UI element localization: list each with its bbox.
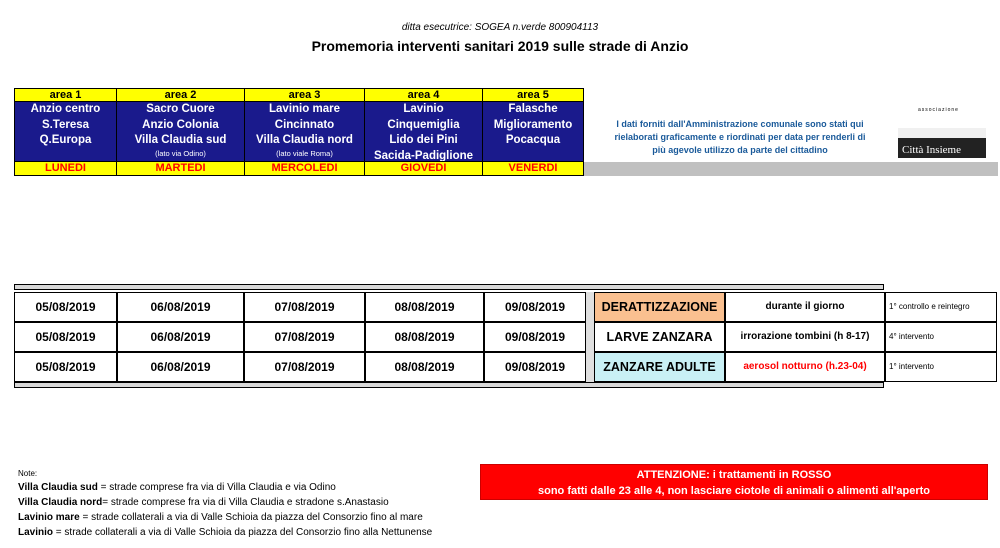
schedule-date: 08/08/2019: [365, 352, 484, 382]
note-term: Lavinio mare: [18, 512, 80, 523]
area-places: [15, 102, 116, 163]
area-column: [482, 88, 584, 176]
logo-text: Città Insieme: [902, 144, 961, 156]
info-text: [590, 118, 890, 157]
schedule-date: 05/08/2019: [14, 292, 117, 322]
notes-list: [18, 480, 432, 540]
area-name: area 4: [365, 89, 482, 102]
area-name: area 5: [483, 89, 583, 102]
area-places: [483, 102, 583, 163]
area-column: [14, 88, 117, 176]
area-day: VENERDI: [483, 161, 583, 175]
area-note: (lato via Odino): [155, 148, 206, 158]
area-name: area 2: [117, 89, 244, 102]
area-place: Lavinio mare: [269, 103, 340, 115]
schedule-date: 07/08/2019: [244, 292, 365, 322]
page-title: Promemoria interventi sanitari 2019 sulle strade di Anzio: [311, 38, 689, 54]
area-place: Falasche: [508, 103, 558, 115]
area-place: Cincinnato: [274, 118, 335, 131]
area-column: [364, 88, 483, 176]
alert-line-2: sono fatti dalle 23 alle 4, non lasciare ciotole di animali o alimenti all'aperto: [537, 485, 930, 497]
schedule-date: 05/08/2019: [14, 322, 117, 352]
area-day: LUNEDI: [15, 161, 116, 175]
logo-skyline: [898, 128, 986, 138]
note-text: = strade comprese fra via di Villa Claudia e via Odino: [97, 482, 336, 493]
intervention-note: 1° controllo e reintegro: [885, 292, 997, 322]
note-item: [18, 510, 432, 525]
area-column: [244, 88, 365, 176]
logo-caption: associazione: [918, 107, 959, 113]
schedule-date: 06/08/2019: [117, 292, 244, 322]
area-place: Villa Claudia sud: [134, 134, 227, 146]
treatment-timing: irrorazione tombini (h 8-17): [725, 322, 885, 352]
schedule-top-bar: [14, 284, 884, 290]
schedule-spacer: [586, 352, 594, 382]
area-day: MERCOLEDI: [245, 161, 364, 175]
area-column: [116, 88, 245, 176]
schedule-date: 09/08/2019: [484, 292, 586, 322]
area-place: Sacro Cuore: [146, 103, 215, 115]
note-item: [18, 495, 432, 510]
area-place: Lido dei Pini: [389, 134, 458, 146]
citta-insieme-logo: [898, 128, 986, 158]
schedule-date: 07/08/2019: [244, 322, 365, 352]
area-place: Sacida-Padiglione: [373, 149, 474, 162]
schedule-date: 09/08/2019: [484, 352, 586, 382]
area-places: [117, 102, 244, 163]
intervention-note: 4° intervento: [885, 322, 997, 352]
note-term: Villa Claudia sud: [18, 482, 98, 493]
schedule-date: 06/08/2019: [117, 352, 244, 382]
notes: [18, 468, 432, 540]
schedule-date: 05/08/2019: [14, 352, 117, 382]
intervention-note: 1° intervento: [885, 352, 997, 382]
schedule-date: 08/08/2019: [365, 292, 484, 322]
schedule-date: 08/08/2019: [365, 322, 484, 352]
info-line: rielaborati graficamente e riordinati per data per renderli di: [614, 132, 866, 142]
area-day: MARTEDI: [117, 161, 244, 175]
schedule-date: 09/08/2019: [484, 322, 586, 352]
treatment-timing: durante il giorno: [725, 292, 885, 322]
notes-heading: Note:: [18, 469, 38, 478]
treatment-timing: aerosol notturno (h.23-04): [725, 352, 885, 382]
schedule-date: 06/08/2019: [117, 322, 244, 352]
note-term: Villa Claudia nord: [18, 497, 103, 508]
area-place: Anzio centro: [30, 103, 101, 115]
note-item: [18, 480, 432, 495]
note-text: = strade comprese fra via di Villa Claudia e stradone s.Anastasio: [102, 497, 389, 508]
info-line: più agevole utilizzo da parte del cittadino: [652, 145, 828, 155]
area-place: Anzio Colonia: [142, 118, 219, 131]
alert-box: [480, 464, 988, 500]
schedule-spacer: [586, 322, 594, 352]
area-place: Villa Claudia nord: [256, 134, 353, 146]
area-day: GIOVEDI: [365, 161, 482, 175]
treatment-type: ZANZARE ADULTE: [594, 352, 725, 382]
area-name: area 3: [245, 89, 364, 102]
note-text: = strade collaterali a via di Valle Schioia da piazza del Consorzio fino al mare: [79, 512, 423, 523]
schedule-row: [14, 352, 998, 382]
note-item: [18, 525, 432, 540]
area-name: area 1: [15, 89, 116, 102]
note-term: Lavinio: [18, 527, 54, 538]
schedule-bottom-bar: [14, 382, 884, 388]
note-text: = strade collaterali a via di Valle Schioia da piazza del Consorzio fino alla Nettunense: [53, 527, 433, 538]
area-place: S.Teresa: [41, 118, 90, 131]
schedule-row: [14, 322, 998, 352]
area-place: Cinquemiglia: [387, 118, 460, 131]
area-note: (lato viale Roma): [276, 148, 333, 158]
treatment-type: DERATTIZZAZIONE: [594, 292, 725, 322]
contractor-info: ditta esecutrice: SOGEA n.verde 800904113: [401, 22, 599, 33]
area-places: [245, 102, 364, 163]
area-place: Lavinio: [403, 103, 444, 115]
schedule-date: 07/08/2019: [244, 352, 365, 382]
area-place: Q.Europa: [39, 134, 92, 146]
grey-bar: [584, 162, 998, 176]
area-places: [365, 102, 482, 163]
treatment-type: LARVE ZANZARA: [594, 322, 725, 352]
area-place: Miglioramento: [493, 118, 573, 131]
info-line: I dati forniti dall'Amministrazione comunale sono stati qui: [616, 119, 864, 129]
alert-line-1: ATTENZIONE: i trattamenti in ROSSO: [636, 469, 832, 481]
schedule-spacer: [586, 292, 594, 322]
schedule-row: [14, 292, 998, 322]
area-place: Pocacqua: [505, 134, 561, 146]
